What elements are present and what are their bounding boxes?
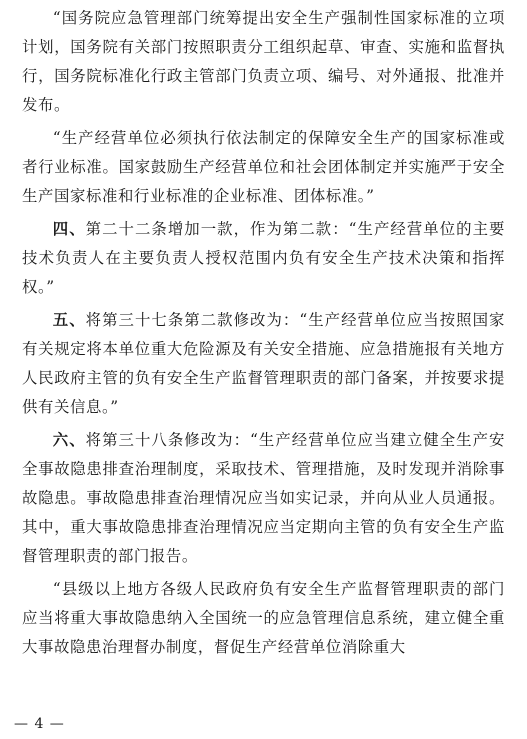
- page-number: — 4 —: [14, 716, 65, 732]
- item-four-text: 第二十二条增加一款，作为第二款：“生产经营单位的主要技术负责人在主要负责人授权范围内负有安全生产技术决策和指挥权。”: [22, 220, 506, 296]
- paragraph-2: [22, 124, 505, 211]
- item-six-text: 将第三十八条修改为：“生产经营单位应当建立健全生产安全事故隐患排查治理制度，采取技术、管理措施，及时发现并消除事故隐患。事故隐患排查治理情况应当如实记录，并向从业人员通报。其中，重大事故隐患排查治理情况应当定期向主管的负有安全生产监督管理职责的部门报告。: [22, 431, 506, 565]
- paragraph-6: [22, 575, 505, 662]
- item-four-number: 四、: [52, 220, 86, 238]
- item-five-number: 五、: [52, 311, 86, 329]
- paragraph-1-text: “国务院应急管理部门统筹提出安全生产强制性国家标准的立项计划，国务院有关部门按照职责分工组织起草、审查、实施和监督执行，国务院标准化行政主管部门负责立项、编号、对外通报、批准并发布。: [22, 9, 505, 114]
- item-five-text: 将第三十七条第二款修改为：“生产经营单位应当按照国家有关规定将本单位重大危险源及有关安全措施、应急措施报有关地方人民政府主管的负有安全生产监督管理职责的部门备案，并按要求提供有关信息。”: [22, 311, 506, 416]
- paragraph-item-six: [22, 426, 505, 571]
- paragraph-1: [22, 4, 505, 120]
- paragraph-item-four: [22, 215, 505, 302]
- paragraph-item-five: [22, 306, 505, 422]
- paragraph-2-text: “生产经营单位必须执行依法制定的保障安全生产的国家标准或者行业标准。国家鼓励生产经营单位和社会团体制定并实施严于安全生产国家标准和行业标准的企业标准、团体标准。”: [22, 129, 505, 205]
- paragraph-6-text: “县级以上地方各级人民政府负有安全生产监督管理职责的部门应当将重大事故隐患纳入全国统一的应急管理信息系统，建立健全重大事故隐患治理督办制度，督促生产经营单位消除重大: [22, 580, 505, 656]
- item-six-number: 六、: [52, 431, 86, 449]
